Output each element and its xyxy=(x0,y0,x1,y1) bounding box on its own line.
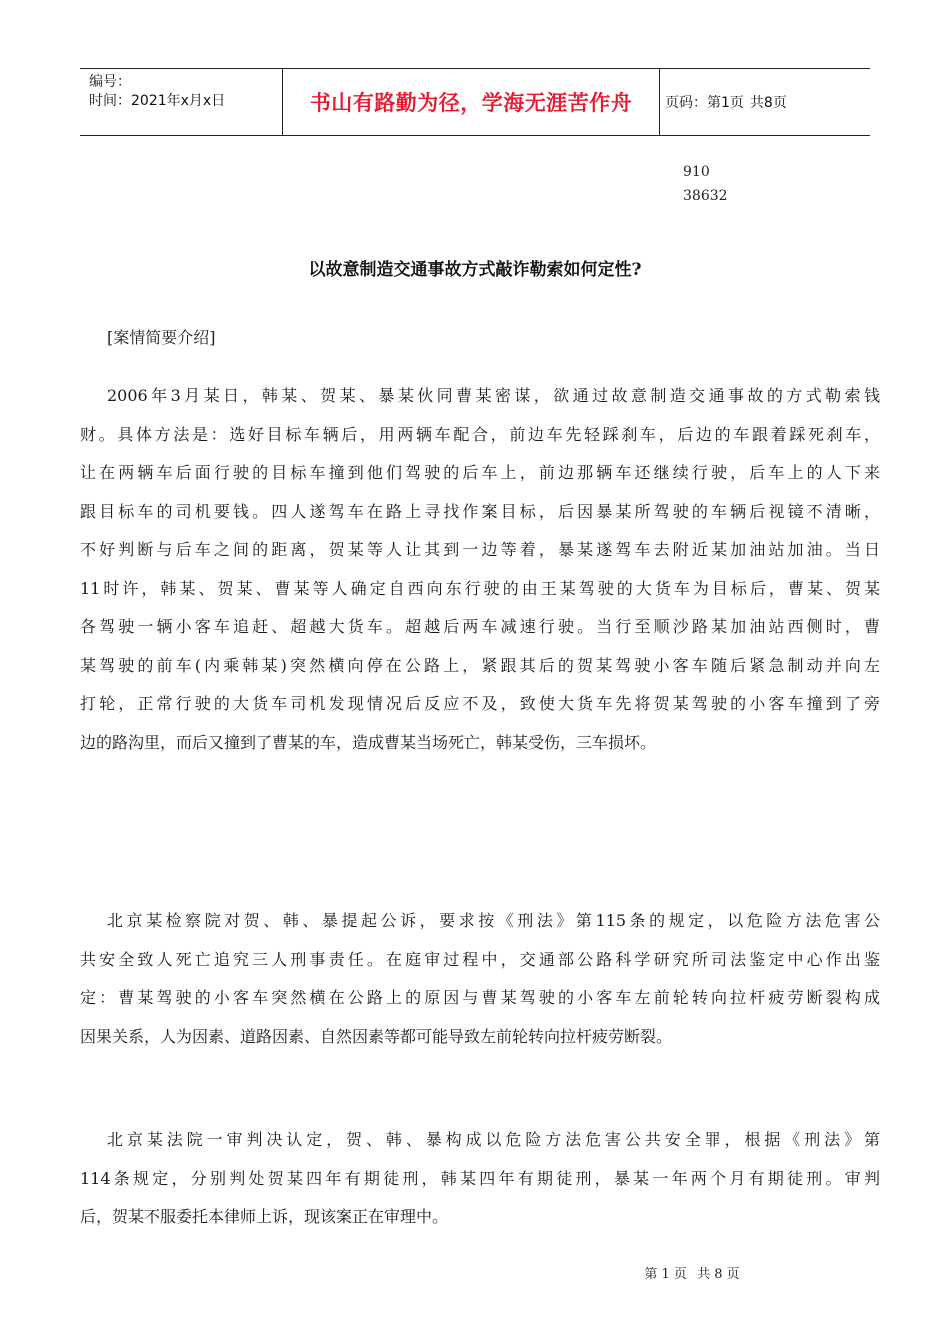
paragraph-case-facts xyxy=(80,377,880,762)
paragraph-judgment xyxy=(80,1121,880,1237)
header-meta xyxy=(80,69,282,135)
text-line: 某驾驶的前车(内乘韩某)突然横向停在公路上，紧跟其后的贺某驾驶小客车随后紧急制动并向左 xyxy=(80,655,880,675)
text-line: 边的路沟里，而后又撞到了曹某的车，造成曹某当场死亡，韩某受伤，三车损坏。 xyxy=(80,732,657,752)
text-line: 114条规定，分别判处贺某四年有期徒刑，韩某四年有期徒刑，暴某一年两个月有期徒刑。审判 xyxy=(80,1168,880,1188)
document-title: 以故意制造交通事故方式敲诈勒索如何定性? xyxy=(308,260,642,280)
text-line: 不好判断与后车之间的距离，贺某等人让其到一边等着，暴某遂驾车去附近某加油站加油。当日 xyxy=(80,540,880,559)
text-line: 各驾驶一辆小客车追赶、超越大货车。超越后两车减速行驶。当行至顺沙路某加油站西侧时，曹 xyxy=(80,617,880,636)
motto: 书山有路勤为径，学海无涯苦作舟 xyxy=(309,91,633,115)
footer-page-current: 第 1 页 xyxy=(644,1267,687,1282)
header-page-info xyxy=(660,69,870,135)
text-line: 因果关系，人为因素、道路因素、自然因素等都可能导致左前轮转向拉杆疲劳断裂。 xyxy=(80,1026,673,1046)
document-header xyxy=(80,68,870,136)
page-footer xyxy=(0,1263,950,1282)
reference-code: 38632 xyxy=(683,188,728,204)
page-current: 第1页 xyxy=(707,95,744,111)
number-label: 编号： xyxy=(89,74,131,90)
text-line: 定：曹某驾驶的小客车突然横在公路上的原因与曹某驾驶的小客车左前轮转向拉杆疲劳断裂构成 xyxy=(80,988,880,1007)
text-line: 财。具体方法是：选好目标车辆后，用两辆车配合，前边车先轻踩刹车，后边的车跟着踩死刹车， xyxy=(80,424,880,444)
text-line: 11时许，韩某、贺某、曹某等人确定自西向东行驶的由王某驾驶的大货车为目标后，曹某、贺某 xyxy=(80,578,880,598)
page-total: 共8页 xyxy=(749,95,787,111)
text-line: 后，贺某不服委托本律师上诉，现该案正在审理中。 xyxy=(80,1207,449,1226)
text-line: 打轮，正常行驶的大货车司机发现情况后反应不及，致使大货车先将贺某驾驶的小客车撞到了旁 xyxy=(80,694,880,713)
text-line: 共安全致人死亡追究三人刑事责任。在庭审过程中，交通部公路科学研究所司法鉴定中心作出鉴 xyxy=(80,949,880,969)
text-line: 北京某检察院对贺、韩、暴提起公诉，要求按《刑法》第115条的规定，以危险方法危害公 xyxy=(107,911,880,930)
text-line: 让在两辆车后面行驶的目标车撞到他们驾驶的后车上，前边那辆车还继续行驶，后车上的人下来 xyxy=(80,463,880,482)
text-line: 跟目标车的司机要钱。四人遂驾车在路上寻找作案目标，后因暴某所驾驶的车辆后视镜不清晰， xyxy=(80,501,880,521)
section-heading: [案情简要介绍] xyxy=(107,328,216,347)
paragraph-prosecution xyxy=(80,902,880,1056)
text-line: 2006年3月某日，韩某、贺某、暴某伙同曹某密谋，欲通过故意制造交通事故的方式勒索钱 xyxy=(107,386,880,405)
footer-page-total: 共 8 页 xyxy=(697,1267,740,1282)
time-label: 时间：2021年x月x日 xyxy=(89,93,226,109)
page-label: 页码： xyxy=(665,95,707,111)
reference-codes xyxy=(683,160,728,208)
text-line: 北京某法院一审判决认定，贺、韩、暴构成以危险方法危害公共安全罪，根据《刑法》第 xyxy=(107,1130,880,1149)
header-motto-cell xyxy=(282,69,660,135)
reference-code: 910 xyxy=(683,164,710,180)
